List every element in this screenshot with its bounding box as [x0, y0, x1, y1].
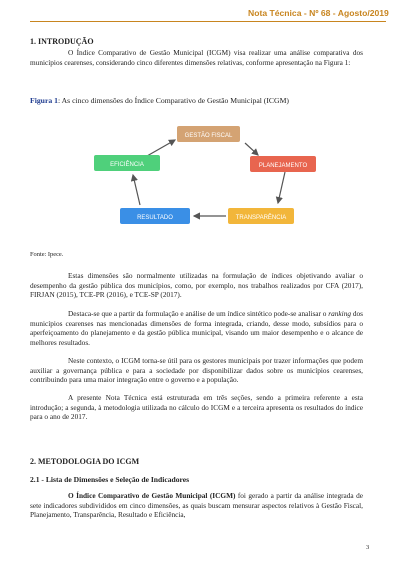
subsection-heading: 2.1 - Lista de Dimensões e Seleção de Indicadores	[30, 475, 190, 484]
box-transparencia	[228, 208, 294, 224]
ranking-text-post: dos municípios cearenses nas mencionadas dimensões de forma integrada, criando, desse modo, subsídios para o aperfeiçoamento do planejamento e da gestão pública municipal, visando um maior desempenho e o alcance de melhores resultados.	[30, 309, 363, 347]
figure-caption-text: : As cinco dimensões do Índice Comparativo de Gestão Municipal (ICGM)	[57, 96, 289, 105]
arrow-planejamento-to-transparencia	[278, 172, 285, 203]
label-eficiencia: EFICIÊNCIA	[110, 162, 144, 168]
box-resultado	[120, 208, 190, 224]
label-planejamento: PLANEJAMENTO	[258, 163, 308, 169]
page-number: 3	[366, 544, 370, 551]
ranking-term: ranking	[328, 309, 351, 318]
paragraph-dimensoes: Estas dimensões são normalmente utilizadas na formulação de índices objetivando avaliar o desempenho da gestão pública dos municípios, como, por exemplo, nos trabalhos realizados por CFA (2017), FIRJAN (2015), TCE-PR (2016), e TCE-SP (2017).	[30, 271, 363, 300]
arrow-gestao-to-planejamento	[245, 143, 258, 155]
label-resultado: RESULTADO	[137, 215, 173, 221]
box-planejamento	[250, 156, 316, 172]
icgm-bold-term: O Índice Comparativo de Gestão Municipal (ICGM)	[68, 491, 236, 500]
intro-paragraph: O Índice Comparativo de Gestão Municipal (ICGM) visa realizar uma análise comparativa dos municípios cearenses, considerando cinco diferentes dimensões relativas, conforme apresentação na Figura 1:	[30, 48, 363, 67]
header-title: Nota Técnica - Nº 68 - Agosto/2019	[248, 8, 389, 18]
section-heading-metodologia: 2. METODOLOGIA DO ICGM	[30, 457, 140, 466]
label-transparencia: TRANSPARÊNCIA	[235, 215, 287, 221]
box-eficiencia	[94, 155, 160, 171]
label-gestao-fiscal: GESTÃO FISCAL	[184, 133, 233, 139]
figure-label: Figura 1	[30, 96, 58, 105]
arrow-eficiencia-to-gestao	[147, 140, 175, 156]
arrow-resultado-to-eficiencia	[133, 175, 140, 205]
ranking-text-pre: Destaca-se que a partir da formulação e análise de um índice sintético pode-se analisar o	[68, 309, 329, 318]
box-gestao-fiscal	[177, 126, 240, 142]
figure-source: Fonte: Ipece.	[30, 251, 64, 258]
dimensions-diagram	[30, 0, 390, 250]
paragraph-ranking	[30, 309, 363, 347]
icgm-text: foi gerado a partir da análise integrada de sete indicadores subdivididos em cinco dimensões, as quais buscam mensurar aspectos relativos à Gestão Fiscal, Planejamento, Transparência, Resultado e Eficiência,	[30, 491, 363, 520]
paragraph-icgm	[30, 491, 363, 520]
paragraph-contexto: Neste contexto, o ICGM torna-se útil para os gestores municipais por trazer informações que podem auxiliar a governança pública e para a sociedade por disponibilizar dados sobre os municípios cearenses, contribuindo para uma maior integração entre o governo e a população.	[30, 356, 363, 385]
section-heading-introducao: 1. INTRODUÇÃO	[30, 37, 94, 46]
paragraph-estrutura: A presente Nota Técnica está estruturada em três seções, sendo a primeira referente a esta introdução; a segunda, à metodologia utilizada no cálculo do ICGM e a terceira apresenta os resultados do índice para o ano de 2017.	[30, 393, 363, 422]
